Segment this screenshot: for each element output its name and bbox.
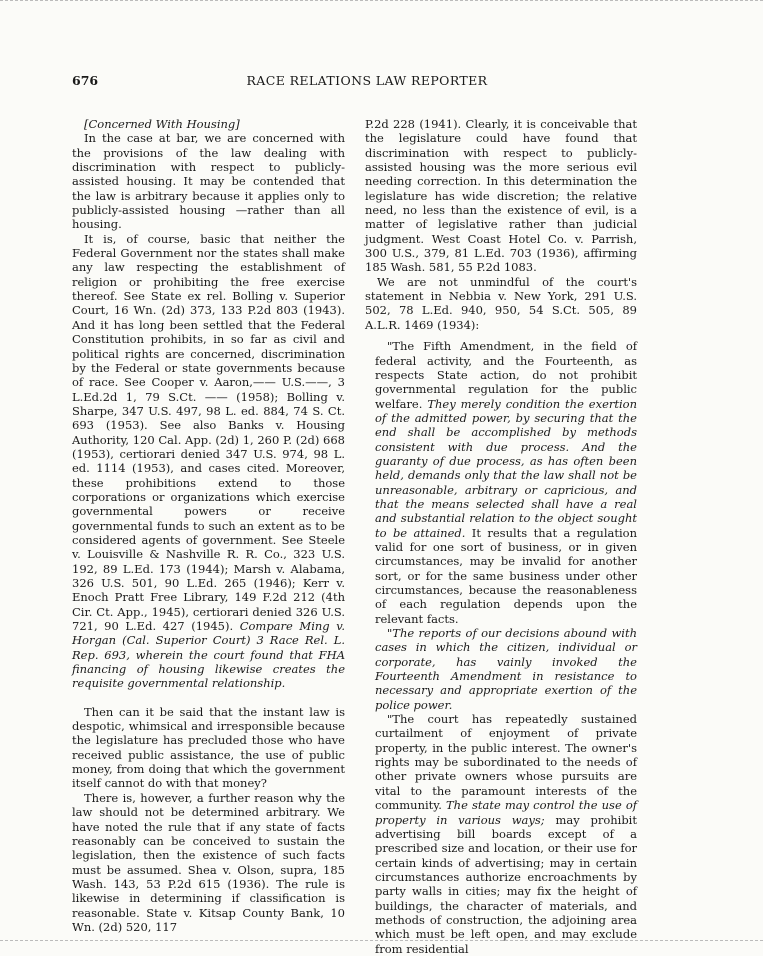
quote-text: "The Fifth Amendment, in the field of federal activity, and the Fourteenth, as respects State action, do not prohibit governmental regulation for the public welfare. [375, 339, 637, 411]
quote-text: "The court has repeatedly sustained curtailment of enjoyment of private property, in the public interest. The owner's rights may be subordinated to the needs of other private owners whose pursuits are vital to the paramount interests of the community. [375, 712, 637, 813]
paragraph: P.2d 228 (1941). Clearly, it is conceivable that the legislature could have found that discrimination with respect to publicly-assisted housing was the more serious evil needing correction. In this determination the legislature has wide discretion; the relative need, no less than the existence of evil, is a matter of legislative rather than judicial judgment. West Coast Hotel Co. v. Parrish, 300 U.S., 379, 81 L.Ed. 703 (1936), affirming 185 Wash. 581, 55 P.2d 1083. [365, 117, 637, 275]
scan-top-edge [0, 0, 763, 7]
section-heading: [Concerned With Housing] [84, 117, 240, 131]
running-head: RACE RELATIONS LAW REPORTER [246, 73, 488, 88]
page-header [72, 73, 662, 91]
page-number: 676 [72, 73, 99, 88]
paragraph: In the case at bar, we are concerned with the provisions of the law dealing with discrimination with respect to publicly-assisted housing. It may be contended that the law is arbitrary because it applies only to publicly-assisted housing —rather than all housing. [72, 131, 345, 232]
left-column [72, 117, 345, 934]
quote-text: may prohibit advertising bill boards except of a prescribed size and location, or their use for certain kinds of advertising; may in certain circumstances authorize encroachments by party walls in cities; may fix the height of buildings, the character of materials, and methods of construction, the adjoining area which must be left open, and may exclude from residential [375, 812, 637, 956]
paragraph: There is, however, a further reason why the law should not be determined arbitrary. We have noted the rule that if any state of facts reasonably can be conceived to sustain the legislation, then the existence of such facts must be assumed. Shea v. Olson, supra, 185 Wash. 143, 53 P.2d 615 (1936). The rule is likewise in determining if classification is reasonable. State v. Kitsap County Bank, 10 Wn. (2d) 520, 117 [72, 790, 345, 934]
quote-paragraph [375, 712, 637, 956]
right-column [365, 117, 637, 956]
italic-text: They merely condition the exertion of the admitted power, by securing that the end shall be accomplished by methods consistent with due process. And the guaranty of due process, as has often been held, demands only that the law shall not be unreasonable, arbitrary or capricious, and that the means selected shall have a real and substantial relation to the object sought to be attained. [375, 396, 637, 540]
paragraph: Then can it be said that the instant law is despotic, whimsical and irresponsible because the legislature has precluded those who have received public assistance, the use of public money, from doing that which the government itself cannot do with that money? [72, 704, 345, 791]
scan-bottom-edge [0, 934, 763, 941]
paragraph: We are not unmindful of the court's statement in Nebbia v. New York, 291 U.S. 502, 78 L.Ed. 940, 950, 54 S.Ct. 505, 89 A.L.R. 1469 (1934): [365, 274, 637, 332]
block-quote [375, 339, 637, 956]
paragraph-text: It is, of course, basic that neither the Federal Government nor the states shall make any law respecting the establishment of religion or prohibiting the free exercise thereof. See State ex rel. Bolling v. Superior Court, 16 Wn. (2d) 373, 133 P.2d 803 (1943). And it has long been settled that the Federal Constitution prohibits, in so far as civil and political rights are concerned, discrimination by the Federal or state governments because of race. See Cooper v. Aaron,—— U.S.——, 3 L.Ed.2d 1, 79 S.Ct. —— (1958); Bolling v. Sharpe, 347 U.S. 497, 98 L. ed. 884, 74 S. Ct. 693 (1953). See also Banks v. Housing Authority, 120 Cal. App. (2d) 1, 260 P. (2d) 668 (1953), certiorari denied 347 U.S. 974, 98 L. ed. 1114 (1953), and cases cited. Moreover, these prohibitions extend to those corporations or organizations which exercise governmental powers or receive governmental funds to such an extent as to be considered agents of government. See Steele v. Louisville & Nashville R. R. Co., 323 U.S. 192, 89 L.Ed. 173 (1944); Marsh v. Alabama, 326 U.S. 501, 90 L.Ed. 265 (1946); Kerr v. Enoch Pratt Free Library, 149 F.2d 212 (4th Cir. Ct. App., 1945), certiorari denied 326 U.S. 721, 90 L.Ed. 427 (1945). [72, 231, 345, 634]
italic-text: The state may control the use of property in various ways; [375, 798, 638, 827]
italic-text: Compare Ming v. Horgan (Cal. Superior Court) 3 Race Rel. L. Rep. 693, wherein the court found that FHA financing of housing likewise creates the requisite governmental relationship. [72, 619, 345, 691]
quote-paragraph: "The reports of our decisions abound with cases in which the citizen, individual or corporate, has vainly invoked the Fourteenth Amendment in resistance to necessary and appropriate exertion of the police power. [375, 626, 637, 712]
quote-text: It results that a regulation valid for one sort of business, or in given circumstances, may be invalid for another sort, or for the same business under other circumstances, because the reasonableness of each regulation depends upon the relevant facts. [375, 525, 637, 626]
quote-paragraph [375, 339, 637, 626]
paragraph [72, 232, 345, 691]
